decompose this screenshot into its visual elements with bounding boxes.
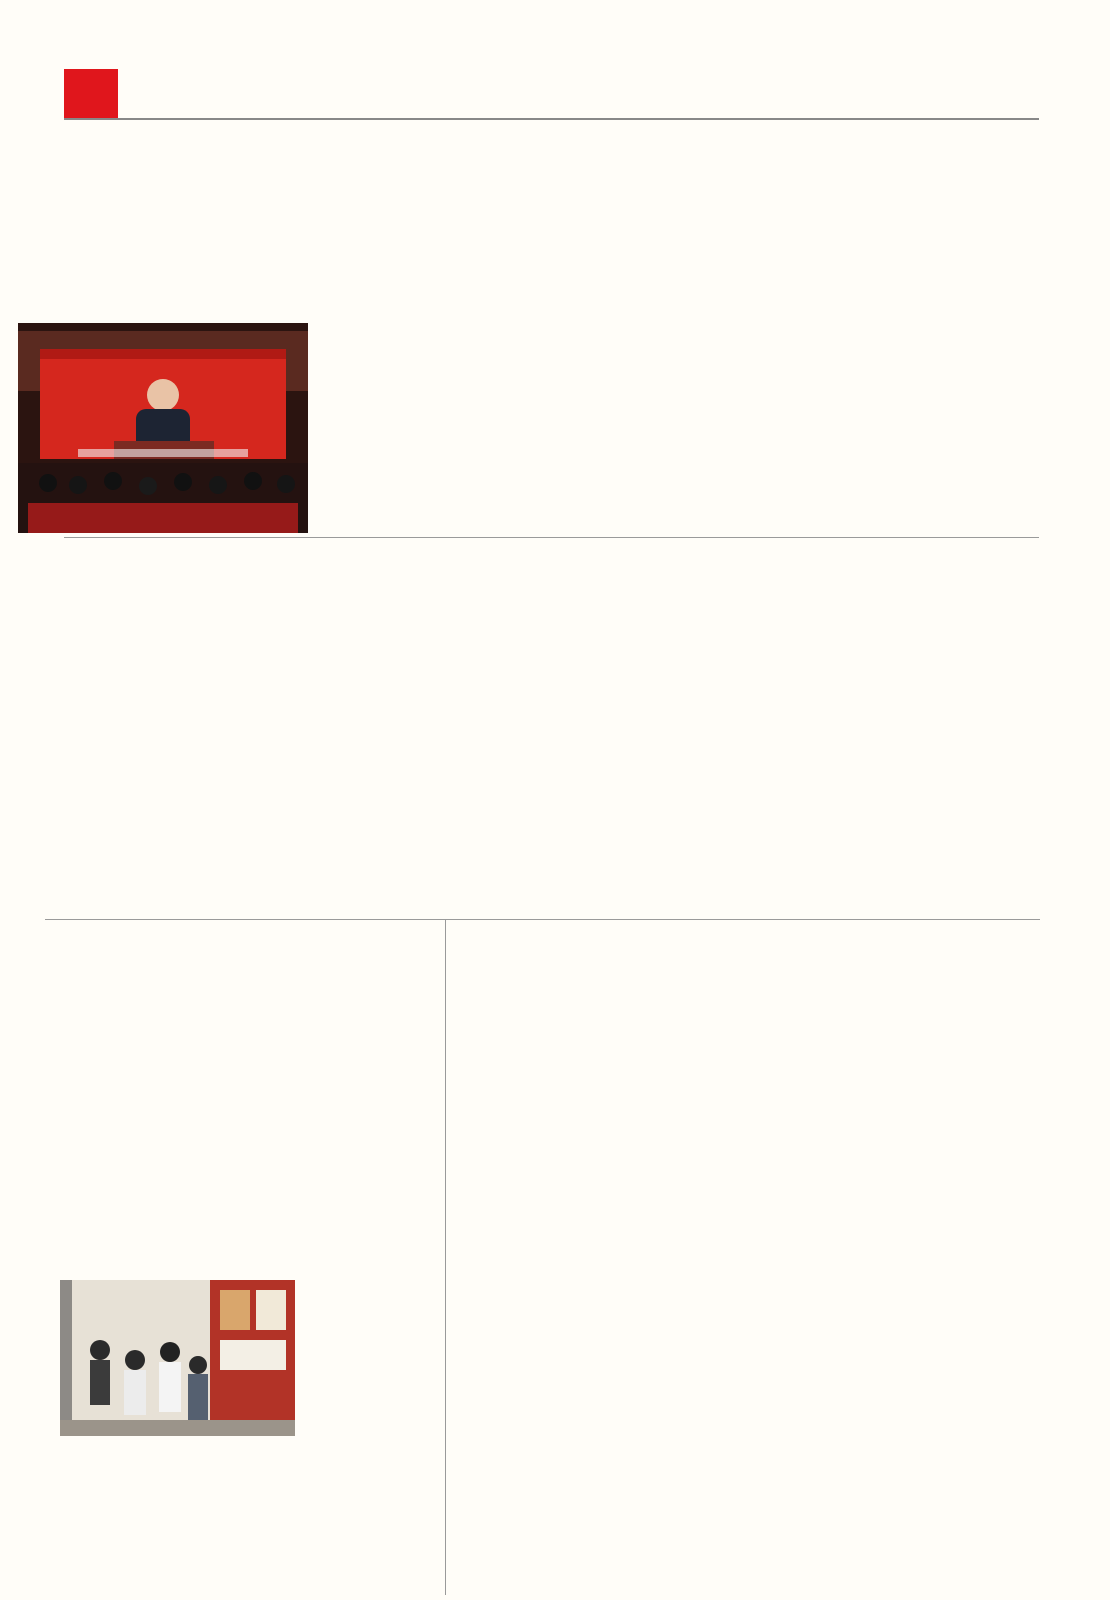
article4-body <box>468 1030 1040 1590</box>
divider-vertical <box>445 919 446 1595</box>
article1-body <box>75 195 1040 531</box>
page-number <box>64 69 118 120</box>
divider-1 <box>64 537 1039 538</box>
header-rule <box>64 118 1039 120</box>
article2-body <box>75 596 1040 918</box>
meeting-photo-graphic <box>18 323 308 533</box>
article3-photo <box>60 1280 295 1436</box>
exhibition-photo-graphic <box>60 1280 295 1436</box>
article3-body <box>60 1030 427 1470</box>
article1-photo <box>18 323 308 533</box>
divider-2 <box>45 919 1040 920</box>
